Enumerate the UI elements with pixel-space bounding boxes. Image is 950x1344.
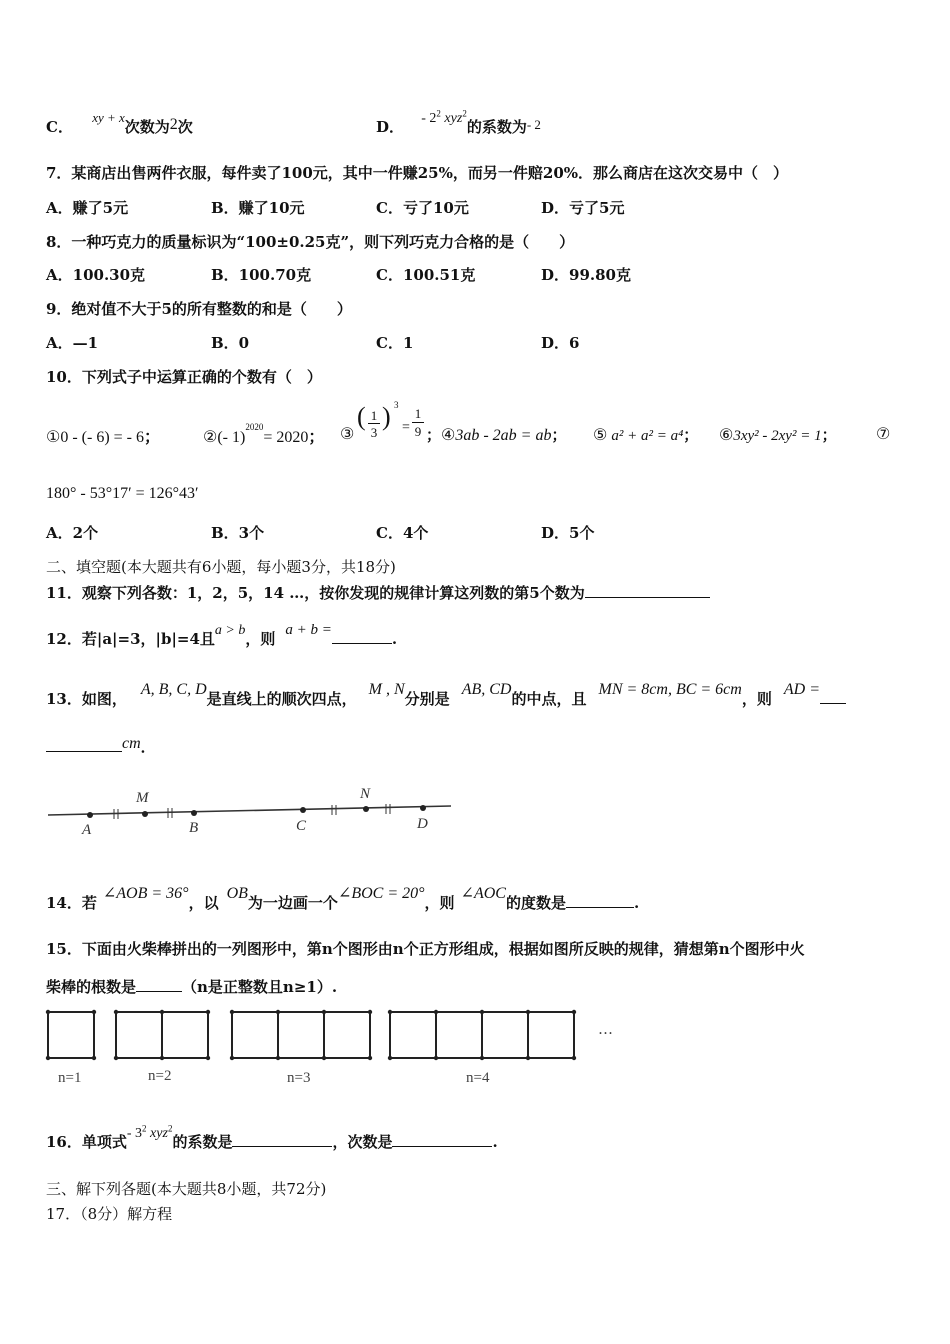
q7-stem: 7．某商店出售两件衣服，每件卖了100元，其中一件赚25%，而另一件赔20%．那么商店在这次交易中（ ） — [46, 164, 789, 182]
q15-stem-1: 15．下面由火柴棒拼出的一列图形中，第n个图形由n个正方形组成，根据如图所反映的规律，猜想第n个图形中火 — [46, 940, 805, 958]
section-2-heading: 二、填空题(本大题共有6小题，每小题3分，共18分) — [46, 558, 396, 576]
q10-frac-rden: 9 — [414, 424, 422, 439]
q8-option-b: B．100.70克 — [211, 266, 312, 284]
label-b: B — [189, 820, 199, 836]
q10-expr-3-label: ③ — [340, 426, 355, 443]
q16-answer-blank-1[interactable] — [232, 1132, 332, 1147]
q8-option-d: D．99.80克 — [541, 266, 631, 284]
q16-answer-blank-2[interactable] — [392, 1132, 492, 1147]
matchstick-group-1 — [46, 1010, 96, 1060]
q8-option-a: A．100.30克 — [46, 266, 146, 284]
q10-option-b: B．3个 — [211, 524, 265, 542]
q7-option-c: C．亏了10元 — [376, 199, 469, 217]
label-c: C — [296, 818, 307, 834]
label-d: D — [417, 816, 428, 832]
q10-expr-6: ⑥3xy² - 2xy² = 1； — [719, 426, 837, 444]
point-m — [142, 811, 148, 817]
q15-caption-2: n=2 — [148, 1068, 172, 1084]
q16-stem: 16．单项式- $3^2$ xyz$^2$的系数是 ，次数是 . — [46, 1123, 498, 1151]
q7-option-a: A．赚了5元 — [46, 199, 129, 217]
q6-d-expr: - $2^2$ xyz$^2$ — [421, 108, 467, 126]
q15-stem-2: 柴棒的根数是 （n是正整数且n≥1）. — [46, 978, 338, 996]
point-c — [300, 807, 306, 813]
q15-ellipsis: … — [598, 1020, 613, 1038]
point-b — [191, 810, 197, 816]
point-n — [363, 806, 369, 812]
q13-answer-blank-1[interactable] — [820, 689, 846, 704]
q8-stem: 8．一种巧克力的质量标识为“100±0.25克”，则下列巧克力合格的是（ ） — [46, 233, 575, 251]
q10-option-a: A．2个 — [46, 524, 99, 542]
q10-expressions: ①0 - (- 6) = - 6； ②(- 1)$^{2020}$= 2020； ③ ( 1 3 ) 3 = 1 9 ； ④3ab - 2ab = ab； ⑤ a² + a² = a⁴； ⑥3xy² - 2xy² = 1； ⑦ — [46, 400, 891, 446]
q6-option-c: C． xy + x次数为2次 — [46, 110, 193, 136]
q16-expr: - $3^2$ xyz$^2$ — [126, 1123, 173, 1141]
q17-stem: 17．（8分）解方程 — [46, 1205, 173, 1223]
q9-option-c: C．1 — [376, 334, 414, 352]
q10-expr-5: ⑤ a² + a² = a⁴； — [593, 426, 699, 444]
q10-expr-1: ①0 - (- 6) = - 6； — [46, 429, 161, 446]
q9-option-a: A．—1 — [46, 334, 99, 352]
q10-frac-rnum: 1 — [414, 406, 422, 421]
label-n: N — [360, 786, 371, 802]
q15-caption-4: n=4 — [466, 1070, 490, 1086]
q7-option-b: B．赚了10元 — [211, 199, 305, 217]
q10-frac-exp: 3 — [394, 400, 399, 410]
q12-answer-blank[interactable] — [332, 629, 392, 644]
q9-option-d: D．6 — [541, 334, 580, 352]
q6-c-expr: xy + x — [92, 110, 125, 125]
q15-answer-blank[interactable] — [136, 977, 182, 992]
q15-caption-1: n=1 — [58, 1070, 82, 1086]
matchstick-group-2 — [114, 1010, 210, 1060]
q14-stem: 14．若∠AOB = 36°，以OB为一边画一个∠BOC = 20°，则∠AOC的度数是 . — [46, 885, 640, 912]
q7-option-d: D．亏了5元 — [541, 199, 625, 217]
q12-stem: 12．若|a|=3，|b|=4且a > b，则 a + b = . — [46, 622, 398, 648]
q13-line-figure — [46, 780, 456, 840]
q15-matchstick-figure — [40, 1000, 640, 1070]
q9-option-b: B．0 — [211, 334, 250, 352]
q13-stem-cont: cm． — [46, 736, 156, 757]
q11-stem: 11．观察下列各数：1，2，5，14 …，按你发现的规律计算这列数的第5个数为 — [46, 582, 710, 603]
label-m: M — [136, 790, 149, 806]
q10-expr-4: ④3ab - 2ab = ab； — [441, 426, 567, 444]
q10-stem: 10．下列式子中运算正确的个数有（ ） — [46, 368, 322, 386]
q10-expr-2: ②(- 1)$^{2020}$= 2020； — [203, 421, 325, 446]
q15-caption-3: n=3 — [287, 1070, 311, 1086]
q13-stem: 13．如图，A, B, C, D是直线上的顺次四点，M , N分别是AB, CD的中点，且MN = 8cm, BC = 6cm，则AD = — [46, 688, 846, 709]
point-d — [420, 805, 426, 811]
q8-option-c: C．100.51克 — [376, 266, 476, 284]
label-a: A — [82, 822, 92, 838]
q9-stem: 9．绝对值不大于5的所有整数的和是（ ） — [46, 300, 352, 318]
section-3-heading: 三、解下列各题(本大题共8小题，共72分) — [46, 1180, 327, 1198]
q10-option-d: D．5个 — [541, 524, 595, 542]
q10-expr-7-label: ⑦ — [876, 426, 891, 443]
matchstick-group-3 — [230, 1010, 372, 1060]
q10-frac-num: 1 — [370, 408, 378, 423]
q10-option-c: C．4个 — [376, 524, 429, 542]
q11-answer-blank[interactable] — [585, 583, 710, 598]
q13-answer-blank-2[interactable] — [46, 737, 122, 752]
point-a — [87, 812, 93, 818]
q10-expr-7: 180° - 53°17′ = 126°43′ — [46, 485, 199, 502]
matchstick-group-4 — [388, 1010, 576, 1060]
q10-frac-den: 3 — [370, 425, 378, 440]
q14-answer-blank[interactable] — [566, 893, 634, 908]
q6-option-d: D． - $2^2$ xyz$^2$的系数为- 2 — [376, 108, 541, 136]
